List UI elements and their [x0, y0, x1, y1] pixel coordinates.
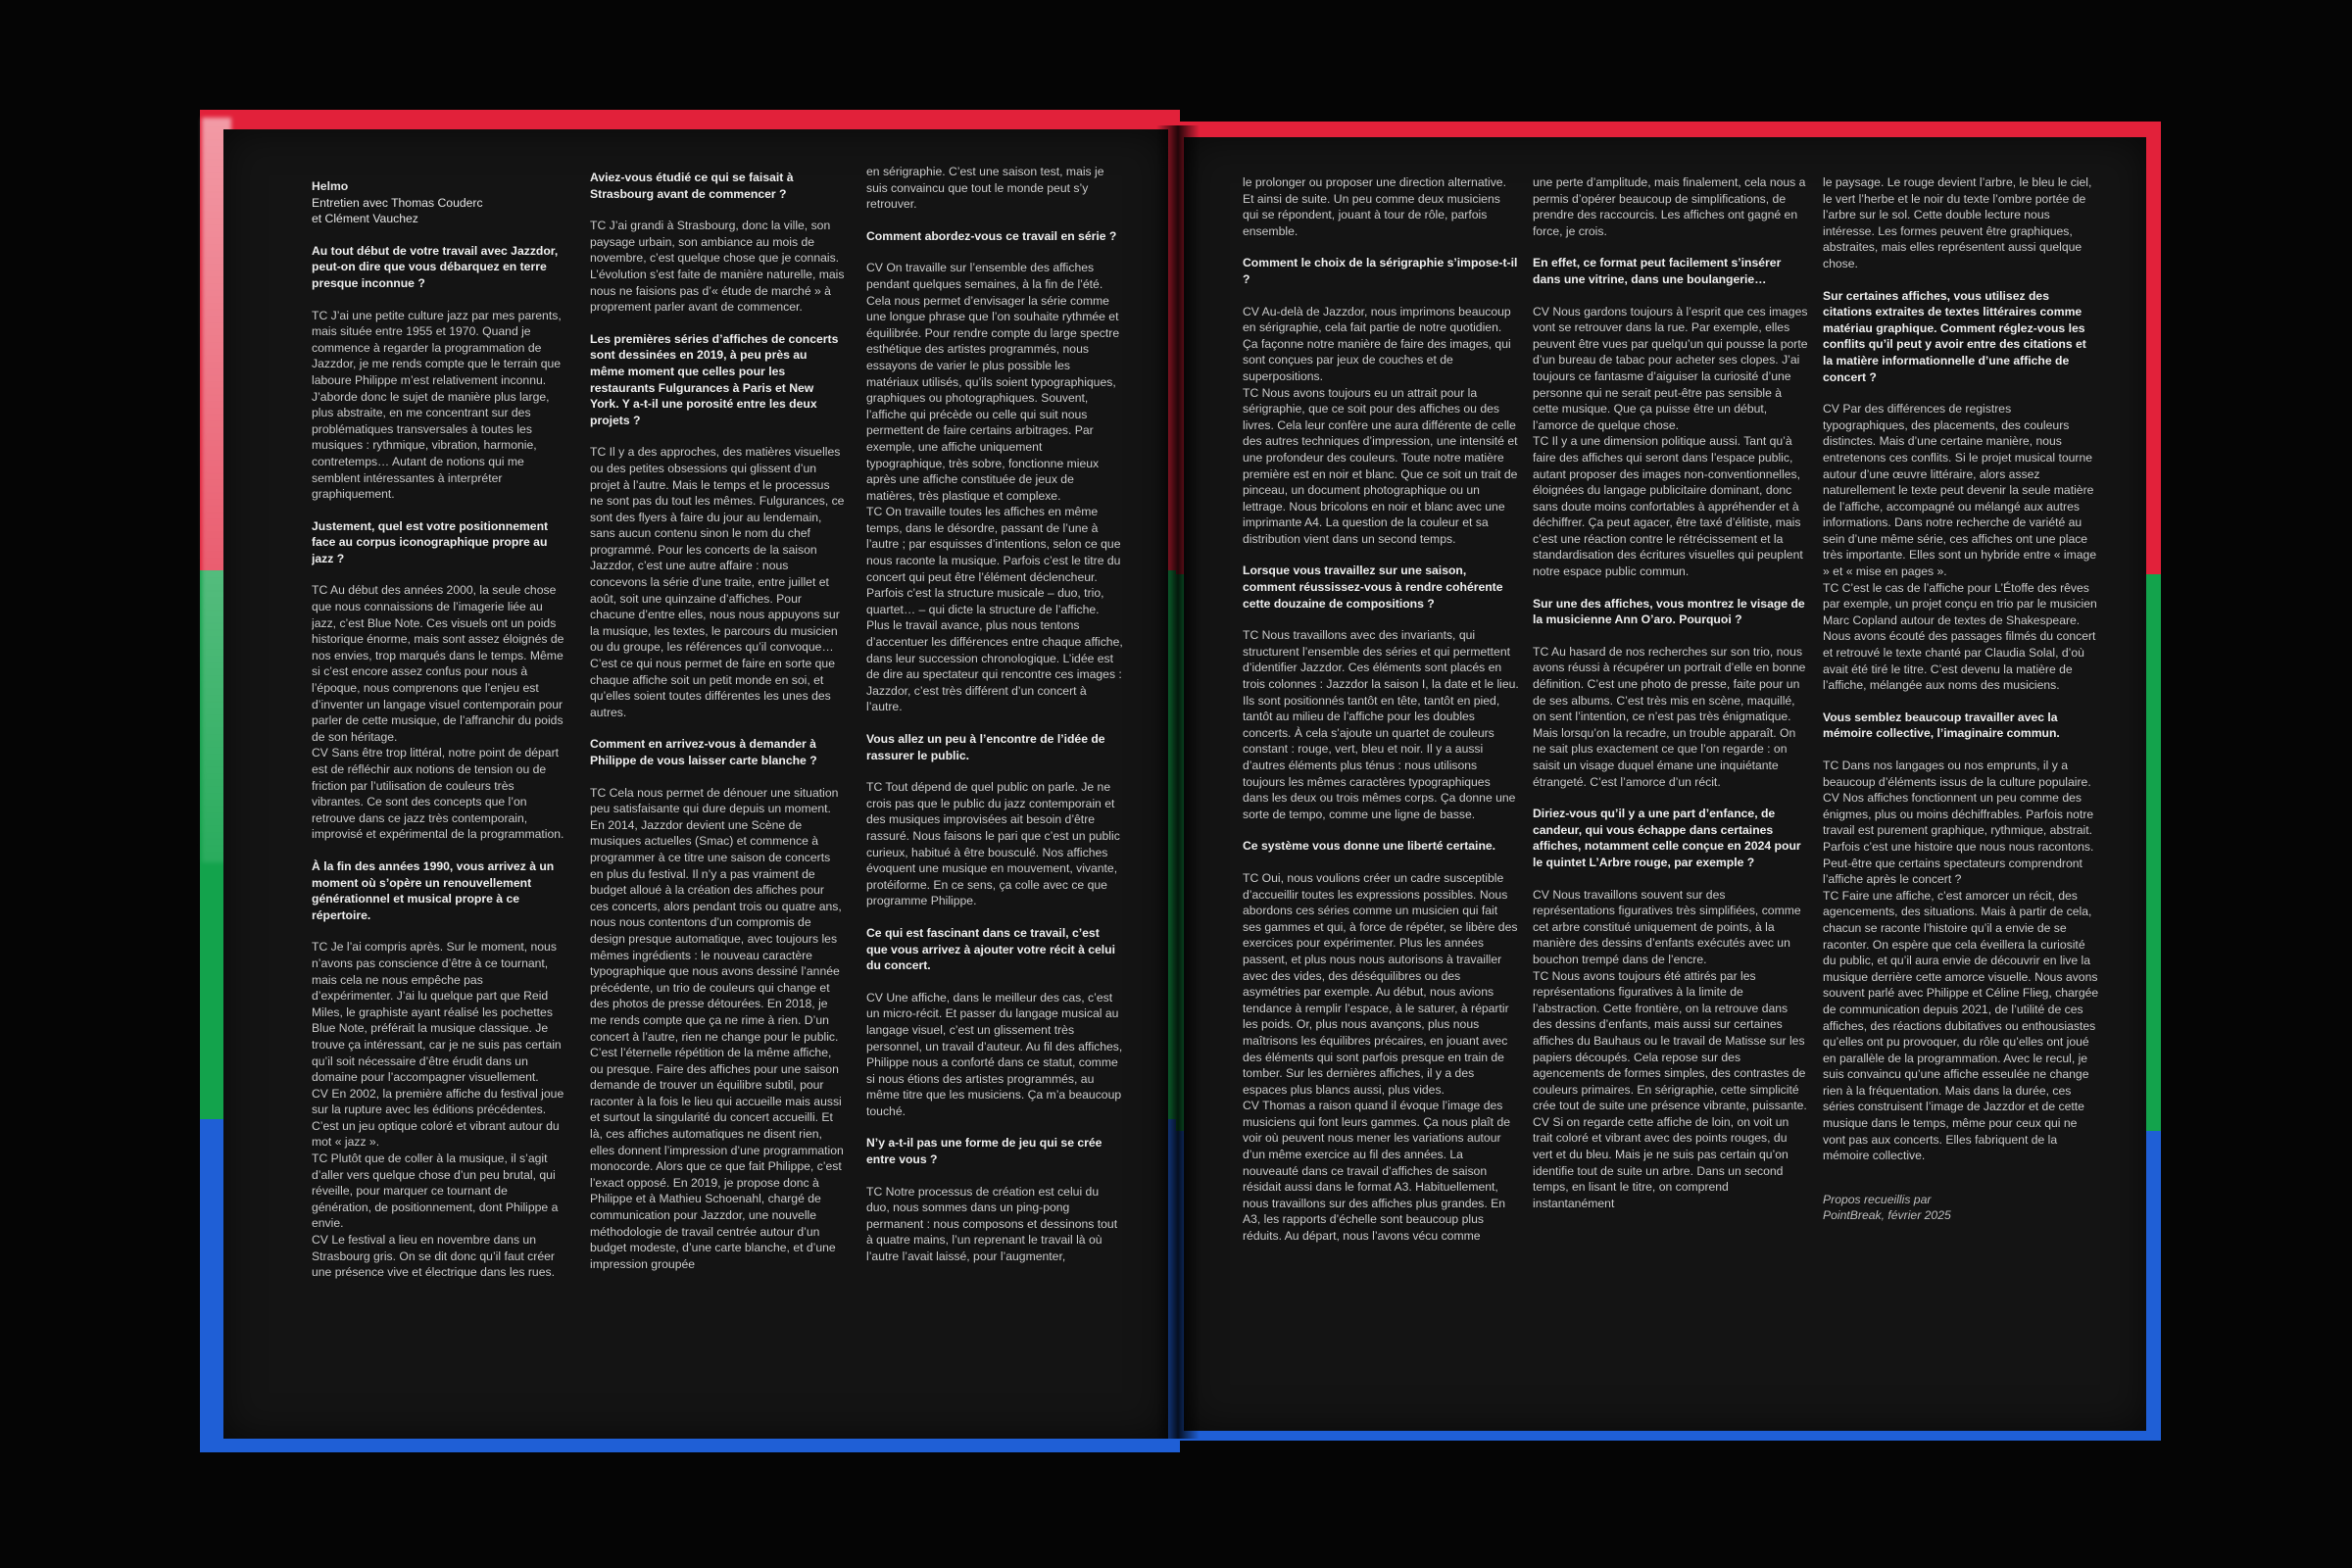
column-text — [312, 243, 564, 1281]
interview-answer: CV Nous travaillons souvent sur des représentations figuratives très simplifiées, comme cet arbre constitué uniquement de points, à la manière des dessins d’enfants exécutés avec un bouchon trempé dans de l’encre. TC Nous avons toujours été attirés par les représentations figuratives à la limite de l’abstraction. Cette frontière, on la retrouve dans des dessins d’enfants, mais aussi sur certaines affiches du Bauhaus ou le travail de Matisse sur les papiers découpés. Cela repose sur des agencements de formes simples, des contrastes de couleurs primaires. En sérigraphie, cette simplicité crée tout de suite une présence vibrante, puissante. CV Si on regarde cette affiche de loin, on voit un trait coloré et vibrant avec des points rouges, du vert et du bleu. Mais je ne suis pas certain qu’on identifie tout de suite un arbre. Dans un second temps, en lisant le titre, on comprend instantanément — [1533, 887, 1807, 1210]
interview-answer: CV Au-delà de Jazzdor, nous imprimons beaucoup en sérigraphie, cela fait partie de notre quotidien. Ça façonne notre manière de faire des images, qui sont conçues par jeux de couches et de superpositions. TC Nous avons toujours eu un attrait pour la sérigraphie, que ce soit pour des affiches ou des livres. Cela leur confère une aura différente de celle des autres techniques d’impression, une intensité et une profondeur des couleurs. Toute notre matière première est en noir et blanc. Que ce soit un trait de pinceau, un document photographique ou un lettrage. Nous bricolons en noir et blanc avec une imprimante A4. La question de la couleur et sa distribution vient dans un second temps. — [1243, 304, 1518, 546]
interview-question: Aviez-vous étudié ce qui se faisait à Strasbourg avant de commencer ? — [590, 171, 794, 201]
column-text — [1243, 174, 1519, 1245]
interview-question: Sur certaines affiches, vous utilisez des citations extraites de textes littéraires comme matériau graphique. Comment réglez-vous les conflits qu’il peut y avoir entre des citations et la matière informationnelle d’une affiche de concert ? — [1823, 288, 2086, 384]
article-title: Helmo — [312, 179, 349, 193]
interview-answer: TC Au début des années 2000, la seule chose que nous connaissions de l’imagerie liée au jazz, c’est Blue Note. Ces visuels ont un poids historique énorme, mais sont assez éloignés de nos envies, trop marqués dans le temps. Même si c’est encore assez confus pour nous à l’époque, nous comprenons que l’enjeu est d’inventer un langage visuel contemporain pour parler de cette musique, de l’affranchir du poids de son héritage. CV Sans être trop littéral, notre point de départ est de réfléchir aux notions de tension ou de friction par l’utilisation de couleurs très vibrantes. Ce sont des concepts que l’on retrouve dans ce jazz très contemporain, improvisé et expérimental de la programmation. — [312, 583, 564, 842]
left-page-column-2 — [590, 170, 845, 1395]
interview-question: Lorsque vous travaillez sur une saison, comment réussissez-vous à rendre cohérente cette douzaine de compositions ? — [1243, 564, 1503, 611]
interview-answer: CV On travaille sur l’ensemble des affiches pendant quelques semaines, à la fin de l’été. Cela nous permet d’envisager la série comme une longue phrase que l’on souhaite rythmée et équilibrée. Pour rendre compte du large spectre esthétique des artistes programmés, nous essayons de varier le plus possible les matériaux utilisés, qu’ils soient typographiques, graphiques ou photographiques. Souvent, l’affiche qui précède ou celle qui suit nous permettent de faire certains arbitrages. Par exemple, une affiche uniquement typographique, très sobre, fonctionne mieux après une affiche constituée de jeux de matières, très plastique et complexe. TC On travaille toutes les affiches en même temps, dans le désordre, passant de l’une à l’autre ; par esquisses d’intentions, selon ce que nous raconte la musique. Parfois c’est le titre du concert qui peut être l’élément déclencheur. Parfois c’est la structure musicale – duo, trio, quartet… – qui dicte la structure de l’affiche. Plus le travail avance, plus nous tentons d’accentuer les différences entre chaque affiche, dans leur succession chronologique. L’idée est de dire au spectateur qui rencontre ces images : Jazzdor, c’est très différent d’un concert à l’autre. — [866, 261, 1123, 714]
interview-question: À la fin des années 1990, vous arrivez à un moment où s’opère un renouvellement générationnel et musical propre à ce répertoire. — [312, 858, 555, 922]
interview-answer: une perte d’amplitude, mais finalement, cela nous a permis d’opérer beaucoup de simplifications, de prendre des raccourcis. Les affiches ont gagné en force, je crois. — [1533, 175, 1806, 238]
interview-answer: TC J’ai une petite culture jazz par mes parents, mais située entre 1955 et 1970. Quand je commence à regarder la programmation de Jazzdor, je me rends compte que le terrain que laboure Philippe m’est relativement inconnu. J’aborde donc le sujet de manière plus large, plus abstraite, en me concentrant sur des problématiques transversales à toutes les musiques : rythmique, vibration, harmonie, contretemps… Autant de notions qui me semblent intéressantes à interpréter graphiquement. — [312, 308, 562, 502]
interview-question: Comment abordez-vous ce travail en série ? — [866, 228, 1117, 243]
interview-question: En effet, ce format peut facilement s’insérer dans une vitrine, dans une boulangerie… — [1533, 256, 1782, 286]
right-page-column-2 — [1533, 174, 1809, 1390]
left-page-column-3 — [866, 164, 1123, 1398]
column-text — [1823, 174, 2099, 1224]
book-gutter — [1156, 125, 1200, 1439]
interview-answer: TC Au hasard de nos recherches sur son trio, nous avons réussi à récupérer un portrait d’elle en bonne définition. C’est une photo de presse, faite pour un de ses albums. C’est très mis en scène, maquillé, on sent l’intention, ce n’est pas très énigmatique. Mais lorsqu’on la recadre, un trouble apparaît. On ne sait plus exactement ce que l’on regarde : on saisit un visage duquel émane une inquiétante étrangeté. C’est l’amorce d’un récit. — [1533, 644, 1806, 789]
left-page-column-1 — [312, 178, 564, 1394]
article-header — [312, 178, 564, 227]
interview-answer: CV Une affiche, dans le meilleur des cas, c’est un micro-récit. Et passer du langage musical au langage visuel, c’est un glissement très personnel, un travail d’auteur. Au fil des affiches, Philippe nous a conforté dans ce statut, comme si nous étions des artistes programmés, au même titre que les musiciens. Ça m’a beaucoup touché. — [866, 990, 1123, 1118]
interview-question: Vous semblez beaucoup travailler avec la mémoire collective, l’imaginaire commun. — [1823, 710, 2060, 741]
interview-answer: CV Nous gardons toujours à l’esprit que ces images vont se retrouver dans la rue. Par exemple, elles peuvent être vues par quelqu’un qui pousse la porte d’un bureau de tabac pour acheter ses clopes. J’ai toujours ce fantasme d’aiguiser la curiosité d’une personne qui ne serait peut-être pas sensible à cette musique. Que ça puisse être un début, l’amorce de quelque chose. TC Il y a une dimension politique aussi. Tant qu’à faire des affiches qui seront dans l’espace public, autant proposer des images non-conventionnelles, éloignées du langage publicitaire dominant, donc sans doute moins confortables à appréhender et à déchiffrer. Ça peut agacer, être taxé d’élitiste, mais c’est une réaction contre le rétrécissement et la standardisation des écritures visuelles qui peuplent notre espace public commun. — [1533, 304, 1808, 579]
interview-answer: TC Il y a des approches, des matières visuelles ou des petites obsessions qui glissent d’un projet à l’autre. Mais le temps et le processus ne sont pas du tout les mêmes. Fulgurances, ce sont des flyers à faire du jour au lendemain, sans aucun contenu sinon le nom du chef programmé. Pour les concerts de la saison Jazzdor, c’est une autre affaire : nous concevons la série d’une traite, entre juillet et août, soit une quinzaine d’affiches. Pour chacune d’entre elles, nous nous appuyons sur la musique, les textes, le parcours du musicien ou du groupe, les références qu’il convoque… C’est ce qui nous permet de faire en sorte que chaque affiche soit un petit monde en soi, et qu’elles soient toutes différentes les unes des autres. — [590, 445, 845, 719]
interview-answer: le paysage. Le rouge devient l’arbre, le bleu le ciel, le vert l’herbe et le noir du texte l’ombre portée de l’arbre sur le sol. Cette double lecture nous intéresse. Les formes peuvent être graphiques, abstraites, mais elles représentent aussi quelque chose. — [1823, 175, 2092, 270]
interview-answer: TC Cela nous permet de dénouer une situation peu satisfaisante qui dure depuis un moment. En 2014, Jazzdor devient une Scène de musiques actuelles (Smac) et commence à programmer à ce titre une saison de concerts en plus du festival. Il n’y a pas vraiment de budget alloué à la création des affiches pour ces concerts, alors pendant trois ou quatre ans, nous nous contentons d’un compromis de design presque automatique, avec toujours les mêmes ingrédients : le nouveau caractère typographique que nous avons dessiné l’année précédente, un trio de couleurs qui change et des photos de presse détourées. En 2018, je me rends compte que ça ne rime à rien. D’un concert à l’autre, rien ne change pour le public. C’est l’éternelle répétition de la même affiche, ou presque. Faire des affiches pour une saison demande de trouver un équilibre subtil, pour raconter à la fois le lieu qui accueille mais aussi et surtout la singularité du concert accueilli. Et là, ces affiches automatiques ne disent rien, elles donnent l’impression d’une programmation monocorde. Alors que ce que fait Philippe, c’est l’exact opposé. En 2019, je propose donc à Philippe et à Mathieu Schoenahl, chargé de communication pour Jazzdor, une nouvelle méthodologie de travail centrée autour d’un budget modeste, d’une carte blanche, et d’une impression groupée — [590, 785, 844, 1271]
right-page-column-3 — [1823, 174, 2099, 1390]
interview-answer: CV Par des différences de registres typographiques, des placements, des couleurs distinctes. Mais d’une certaine manière, nous entretenons ces conflits. Si le projet musical tourne autour d’une œuvre littéraire, alors assez naturellement le texte peut devenir la seule matière de l’affiche, accompagné ou mélangé aux autres informations. Dans notre recherche de variété au sein d’une même série, ces affiches ont une place très importante. Elles sont un hybride entre « image » et « mise en pages ». TC C’est le cas de l’affiche pour L’Étoffe des rêves par exemple, un projet conçu en trio par le musicien Marc Copland autour de textes de Shakespeare. Nous avons écouté des passages filmés du concert et retrouvé le texte chanté par Claudia Solal, d’où avait été tiré le titre. C’est devenu la matière de l’affiche, mélangée aux noms des musiciens. — [1823, 402, 2097, 693]
interview-question: Sur une des affiches, vous montrez le visage de la musicienne Ann O’aro. Pourquoi ? — [1533, 596, 1805, 627]
interview-question: Vous allez un peu à l’encontre de l’idée de rassurer le public. — [866, 732, 1105, 762]
interview-question: Justement, quel est votre positionnement face au corpus iconographique propre au jazz ? — [312, 518, 549, 565]
interview-answer: TC Notre processus de création est celui du duo, nous sommes dans un ping-pong permanent : nous composons et dessinons tout à quatre mains, l’un reprenant le travail là où l’autre l’avait laissé, pour l’augmenter, — [866, 1184, 1118, 1264]
interview-answer: TC Je l’ai compris après. Sur le moment, nous n’avons pas conscience d’être à ce tournant, mais cela ne nous empêche pas d’expérimenter. J’ai lu quelque part que Reid Miles, le graphiste ayant réalisé les pochettes Blue Note, préférait la musique classique. Je trouve ça intéressant, car je ne suis pas certain qu’il soit nécessaire d’être érudit dans un domaine pour l’accompagner visuellement. CV En 2002, la première affiche du festival joue sur la rupture avec les éditions précédentes. C’est un jeu optique coloré et vibrant autour du mot « jazz ». TC Plutôt que de coller à la musique, il s’agit d’aller vers quelque chose d’un peu brutal, qui réveille, pour marquer ce tournant de génération, de positionnement, dont Philippe a envie. CV Le festival a lieu en novembre dans un Strasbourg gris. On se dit donc qu’il faut créer une présence vive et électrique dans les rues. — [312, 940, 564, 1280]
interview-question: Ce qui est fascinant dans ce travail, c’est que vous arrivez à ajouter votre récit à celui du concert. — [866, 925, 1116, 973]
interview-question: Comment le choix de la sérigraphie s’impose-t-il ? — [1243, 256, 1518, 286]
article-subtitle-line-2: et Clément Vauchez — [312, 212, 418, 226]
column-text — [590, 170, 845, 1272]
column-text — [866, 164, 1123, 1265]
interview-answer: TC Tout dépend de quel public on parle. Je ne crois pas que le public du jazz contemporain et des musiques improvisées ait besoin d’être rassuré. Nous faisons le pari que c’est un public curieux, habitué à être bousculé. Nos affiches évoquent une musique en mouvement, vivante, protéiforme. En ce sens, ça colle avec ce que programme Philippe. — [866, 780, 1120, 908]
right-page-column-1 — [1243, 174, 1519, 1390]
interview-answer: TC Oui, nous voulions créer un cadre susceptible d’accueillir toutes les expressions possibles. Nous abordons ces séries comme un musicien qui fait ses gammes et qui, à force de répéter, se libère des exercices pour expérimenter. Plus les années passent, et plus nous nous autorisons à travailler avec des vides, des déséquilibres ou des asymétries par exemple. Au début, nous avions tendance à remplir l’espace, à le saturer, à répartir les poids. Or, plus nous avançons, plus nous maîtrisons les équilibres précaires, en jouant avec des éléments qui sont parfois presque en train de tomber. Sur les dernières affiches, il y a des espaces plus blancs aussi, plus vides. CV Thomas a raison quand il évoque l’image des musiciens qui font leurs gammes. Ça nous plaît de voir où peuvent nous mener les variations autour d’un même exercice au fil des années. La nouveauté dans ce travail d’affiches de saison résidait aussi dans le format A3. Habituellement, nous travaillons sur des affiches plus grandes. En A3, les rapports d’échelle sont beaucoup plus réduits. Au départ, nous l’avons vécu comme — [1243, 870, 1518, 1244]
interview-answer: TC Dans nos langages ou nos emprunts, il y a beaucoup d’éléments issus de la culture populaire. CV Nos affiches fonctionnent un peu comme des énigmes, plus ou moins déchiffrables. Parfois notre travail est purement graphique, rythmique, abstrait. Parfois c’est une histoire que nous nous racontons. Peut-être que certains spectateurs comprendront l’affiche après le concert ? TC Faire une affiche, c’est amorcer un récit, des agencements, des situations. Mais à partir de cela, chacun se raconte l’histoire qu’il a envie de se raconter. On espère que cela éveillera la curiosité du public, et qu’il aura envie de découvrir en live la musique derrière cette amorce visuelle. Nous avons souvent parlé avec Philippe et Céline Flieg, chargée de communication depuis 2021, de l’utilité de ces affiches, des réactions dubitatives ou enthousiastes qu’elles ont pu provoquer, du rôle qu’elles ont joué en parallèle de la programmation. Avec le recul, je suis convaincu qu’une affiche esseulée ne change rien à la fréquentation. Mais dans la durée, ces séries construisent l’image de Jazzdor et de cette musique dans le temps, même pour ceux qui ne vont pas aux concerts. Elles fabriquent de la mémoire collective. — [1823, 759, 2099, 1163]
interview-answer: en sérigraphie. C’est une saison test, mais je suis convaincu que tout le monde peut s’y retrouver. — [866, 165, 1104, 212]
interview-question: N’y a-t-il pas une forme de jeu qui se crée entre vous ? — [866, 1136, 1102, 1167]
article-subtitle-line-1: Entretien avec Thomas Couderc — [312, 195, 483, 210]
interview-question: Les premières séries d’affiches de concerts sont dessinées en 2019, à peu près au même moment que celles pour les restaurants Fulgurances à Paris et New York. Y a-t-il une porosité entre les deux projets ? — [590, 331, 839, 427]
interview-question: Ce système vous donne une liberté certaine. — [1243, 839, 1496, 854]
interview-question: Diriez-vous qu’il y a une part d’enfance, de candeur, qui vous échappe dans certaines affiches, notamment celle conçue en 2024 pour le quintet L’Arbre rouge, par exemple ? — [1533, 807, 1801, 869]
interview-answer: le prolonger ou proposer une direction alternative. Et ainsi de suite. Un peu comme deux musiciens qui se répondent, jouant à tour de rôle, parfois ensemble. — [1243, 175, 1506, 238]
interview-question: Comment en arrivez-vous à demander à Philippe de vous laisser carte blanche ? — [590, 737, 817, 767]
interview-question: Au tout début de votre travail avec Jazzdor, peut-on dire que vous débarquez en terre presque inconnue ? — [312, 243, 559, 290]
column-text — [1533, 174, 1809, 1211]
interview-answer: TC Nous travaillons avec des invariants, qui structurent l’ensemble des séries et qui permettent d’identifier Jazzdor. Ces éléments sont placés en trois colonnes : Jazzdor la saison I, la date et le lieu. Ils sont positionnés tantôt en tête, tantôt en pied, tantôt au milieu de l’affiche pour les doubles concerts. À cela s’ajoute un quartet de couleurs constant : rouge, vert, bleu et noir. Il y a aussi d’autres éléments plus ténus : nous utilisons toujours les mêmes caractères typographiques dans les deux ou trois mêmes corps. Ça donne une sorte de tempo, comme une ligne de basse. — [1243, 628, 1519, 821]
credits-signature: Propos recueillis par PointBreak, février 2025 — [1823, 1192, 1951, 1223]
interview-answer: TC J’ai grandi à Strasbourg, donc la ville, son paysage urbain, son ambiance au mois de novembre, c’est quelque chose que je connais. L’évolution s’est faite de manière naturelle, mais nous ne faisions pas d’« étude de marché » à proprement parler avant de commencer. — [590, 219, 845, 315]
